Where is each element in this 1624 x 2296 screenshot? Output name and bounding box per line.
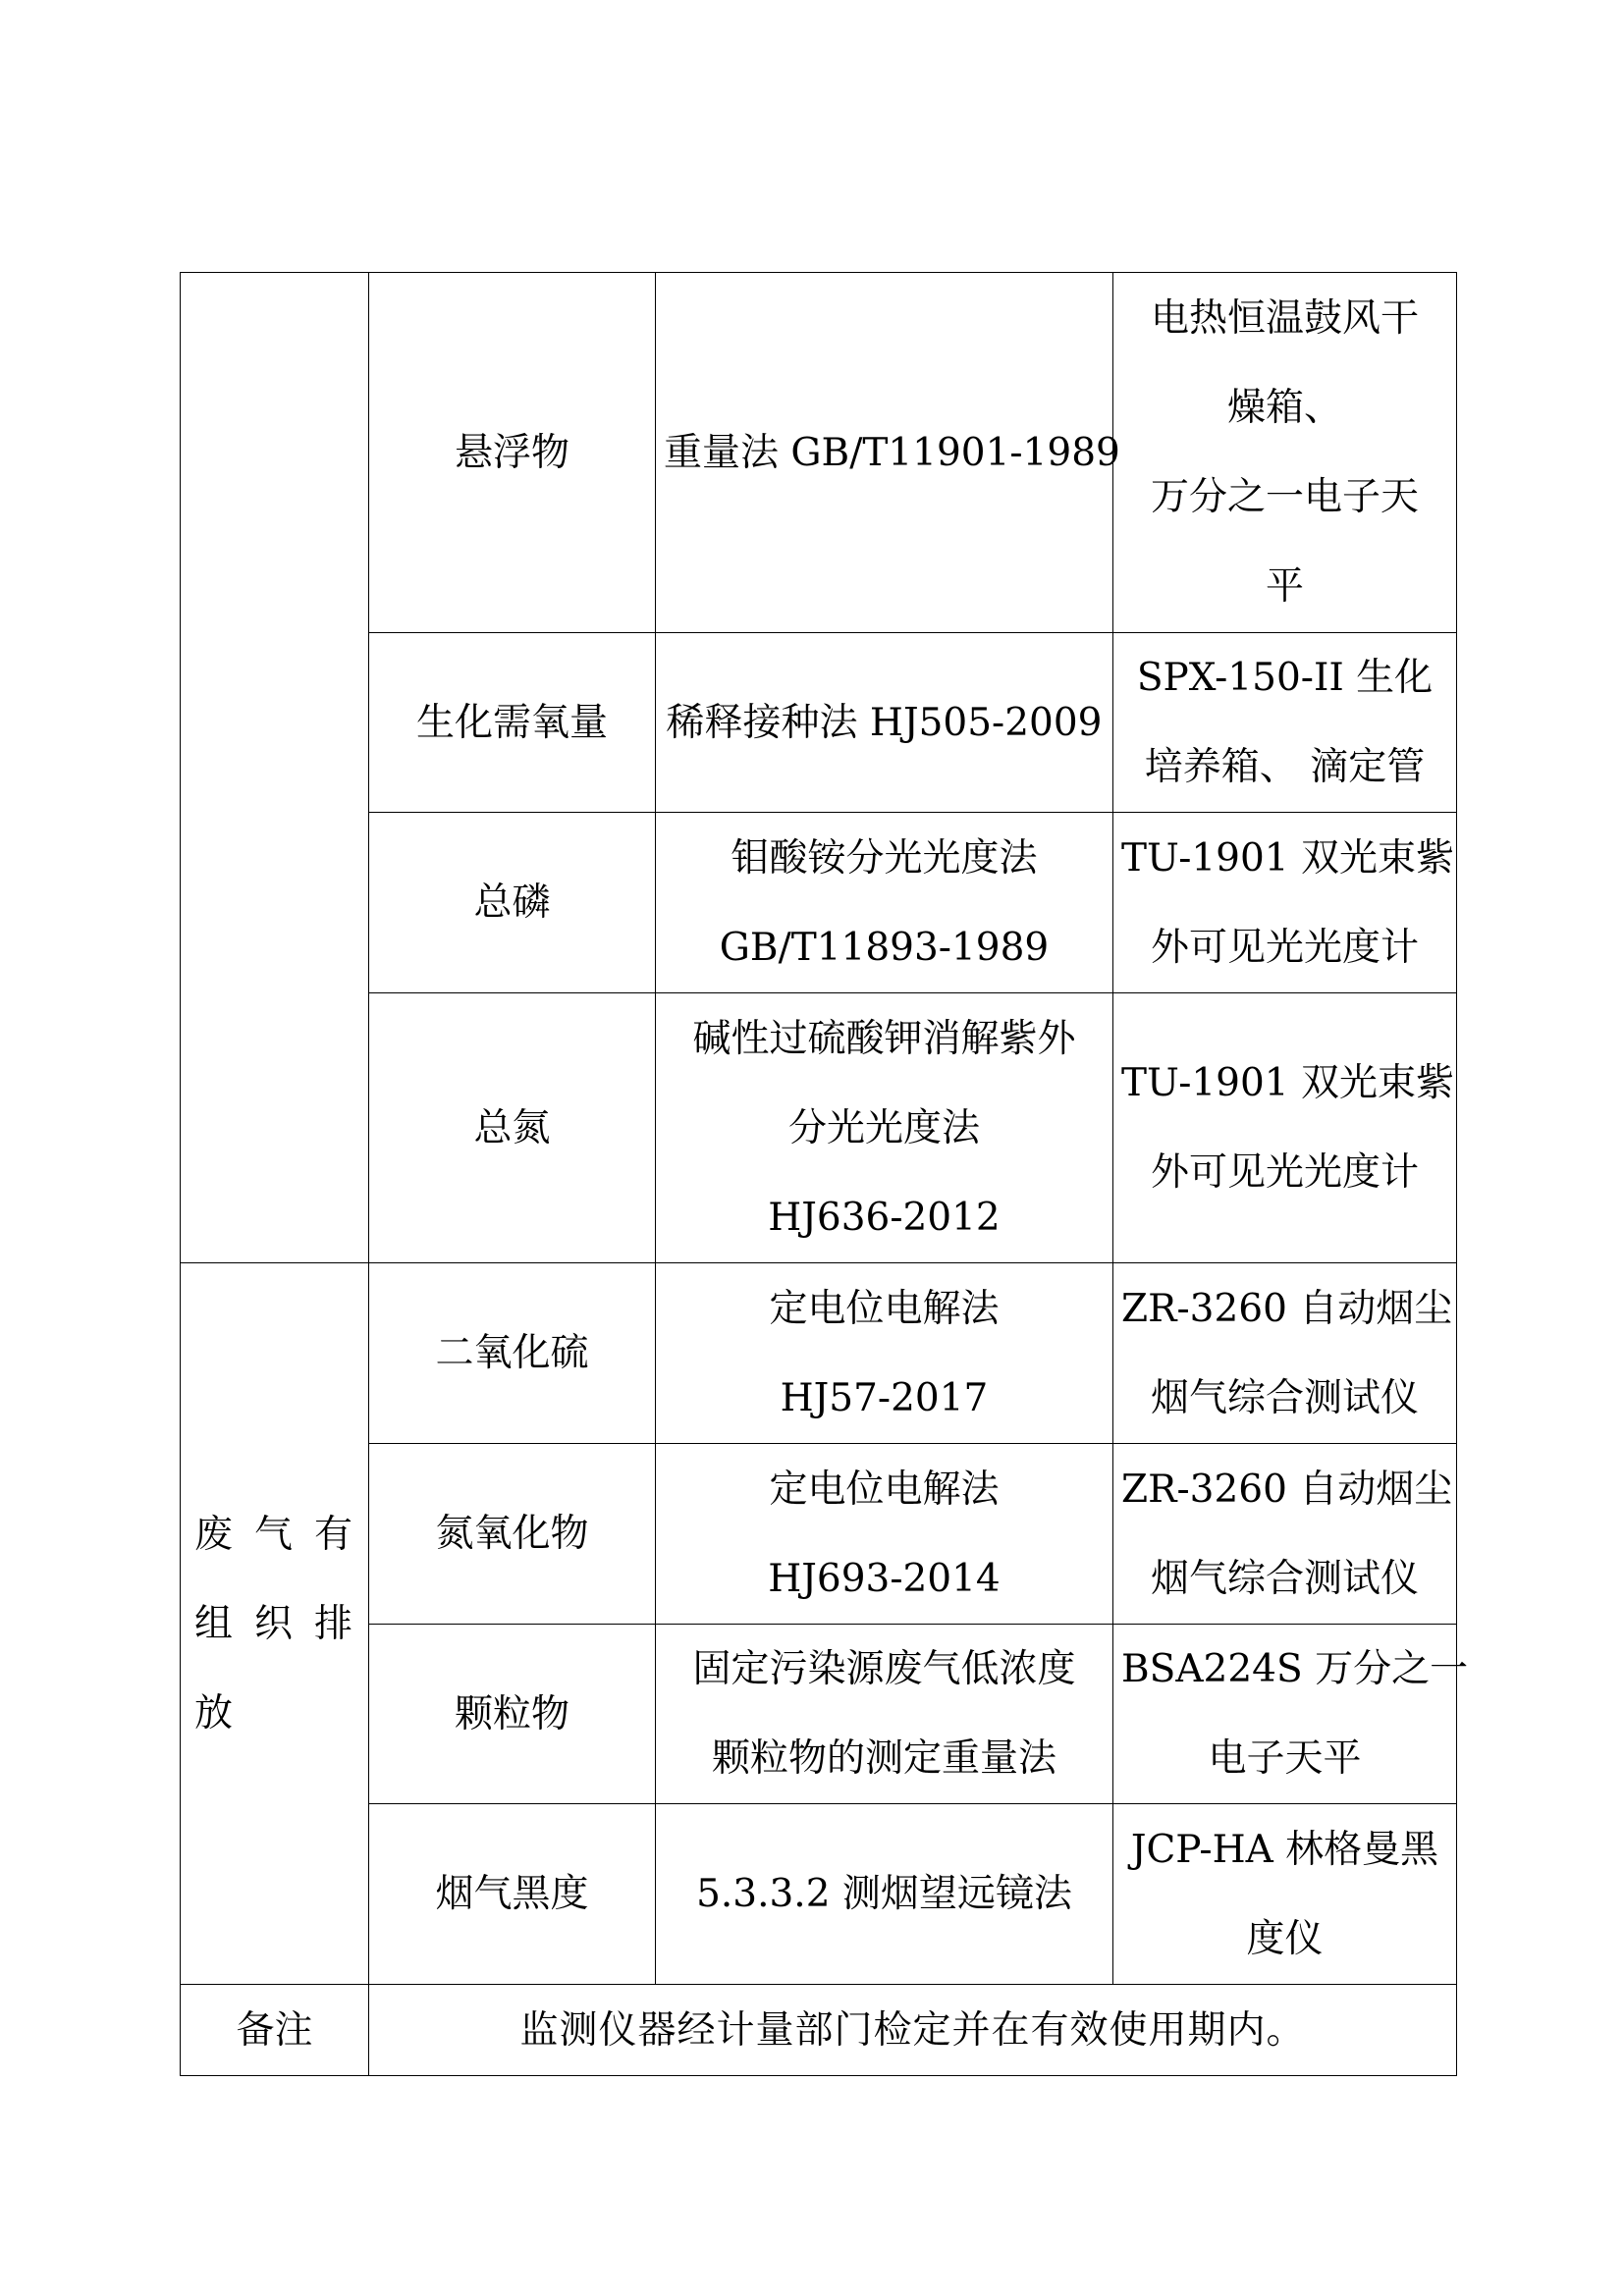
method-cell (656, 273, 1120, 633)
category-label-line: 废气有 (194, 1512, 375, 1557)
instrument-cell (1113, 1804, 1457, 1985)
item-name: 烟气黑度 (435, 1872, 589, 1916)
method-cell (656, 1804, 1113, 1985)
instrument-line: 外可见光光度计 (1150, 925, 1419, 970)
category-label-line: 组织排 (194, 1601, 375, 1646)
method-line: 分光光度法 (787, 1105, 980, 1150)
method-line: 5.3.3.2 测烟望远镜法 (696, 1872, 1072, 1916)
instrument-line: 电子天平 (1208, 1736, 1362, 1781)
item-cell (369, 633, 656, 813)
remark-row (181, 1985, 1457, 2076)
method-line: HJ693-2014 (768, 1556, 1001, 1601)
method-cell (656, 1263, 1113, 1444)
method-cell (656, 993, 1113, 1263)
instrument-line: JCP-HA 林格曼黑 (1130, 1827, 1439, 1872)
method-line: GB/T11893-1989 (719, 925, 1050, 970)
item-name: 总氮 (473, 1105, 551, 1150)
item-cell (369, 1804, 656, 1985)
item-cell (369, 993, 656, 1263)
instrument-cell (1113, 1263, 1457, 1444)
table-row (181, 1625, 1457, 1804)
item-cell (369, 1625, 656, 1804)
table-row (181, 1804, 1457, 1985)
method-cell (656, 813, 1113, 993)
item-name: 二氧化硫 (435, 1331, 589, 1375)
instrument-line: TU-1901 双光束紫 (1121, 1061, 1455, 1105)
method-line: HJ57-2017 (780, 1375, 989, 1420)
table-row (181, 633, 1457, 813)
item-cell (369, 273, 656, 633)
remark-label (181, 1985, 369, 2076)
instrument-line: 外可见光光度计 (1150, 1150, 1419, 1195)
category-cell-gas (181, 1263, 375, 1985)
instrument-line: ZR-3260 自动烟尘 (1121, 1467, 1453, 1512)
method-line: 钼酸铵分光光度法 (731, 835, 1038, 881)
instrument-cell (1113, 993, 1457, 1263)
instrument-cell (1113, 1625, 1469, 1804)
instrument-line: BSA224S 万分之一 (1121, 1647, 1469, 1691)
item-name: 总磷 (473, 881, 551, 925)
item-name: 颗粒物 (454, 1691, 569, 1736)
instrument-cell (1113, 273, 1457, 633)
table-row (181, 273, 1457, 633)
instrument-cell (1113, 1444, 1457, 1625)
remark-text: 监测仪器经计量部门检定并在有效使用期内。 (519, 2007, 1306, 2053)
instrument-line: 平 (1265, 564, 1304, 609)
method-line: HJ636-2012 (768, 1195, 1001, 1240)
item-name: 氮氧化物 (435, 1512, 589, 1556)
category-cell-water (181, 273, 369, 1263)
instrument-line: 烟气综合测试仪 (1150, 1375, 1419, 1420)
instrument-line: 烟气综合测试仪 (1150, 1556, 1419, 1601)
method-line: 定电位电解法 (769, 1467, 1000, 1512)
method-line: 颗粒物的测定重量法 (711, 1736, 1056, 1781)
item-name: 生化需氧量 (415, 700, 608, 745)
instrument-line: 培养箱、 滴定管 (1144, 745, 1426, 789)
item-cell (369, 1263, 656, 1444)
table-row (181, 1263, 1457, 1444)
instrument-cell (1113, 633, 1457, 813)
table-row (181, 993, 1457, 1263)
item-name: 悬浮物 (454, 430, 569, 475)
remark-text-cell (369, 1985, 1457, 2076)
method-cell (656, 633, 1113, 813)
instrument-line: 万分之一电子天 (1150, 475, 1419, 519)
method-line: 定电位电解法 (769, 1286, 1000, 1331)
method-cell (656, 1444, 1113, 1625)
method-cell (656, 1625, 1113, 1804)
instrument-line: SPX-150-II 生化 (1136, 656, 1434, 700)
instrument-line: TU-1901 双光束紫 (1121, 835, 1455, 881)
method-line: 碱性过硫酸钾消解紫外 (692, 1016, 1076, 1061)
category-label-line: 放 (194, 1690, 255, 1735)
item-cell (369, 813, 656, 993)
remark-label-text: 备注 (236, 2007, 313, 2053)
table-row (181, 813, 1457, 993)
method-line: 稀释接种法 HJ505-2009 (666, 700, 1103, 745)
instrument-line: 度仪 (1246, 1916, 1324, 1961)
instrument-line: 电热恒温鼓风干 (1150, 296, 1419, 341)
instrument-line: 燥箱、 (1226, 386, 1342, 430)
method-line: 固定污染源废气低浓度 (692, 1647, 1076, 1691)
instrument-line: ZR-3260 自动烟尘 (1121, 1286, 1453, 1331)
instrument-cell (1113, 813, 1457, 993)
monitoring-methods-table (180, 272, 1469, 2076)
item-cell (369, 1444, 656, 1625)
method-line: 重量法 GB/T11901-1989 (664, 430, 1120, 475)
